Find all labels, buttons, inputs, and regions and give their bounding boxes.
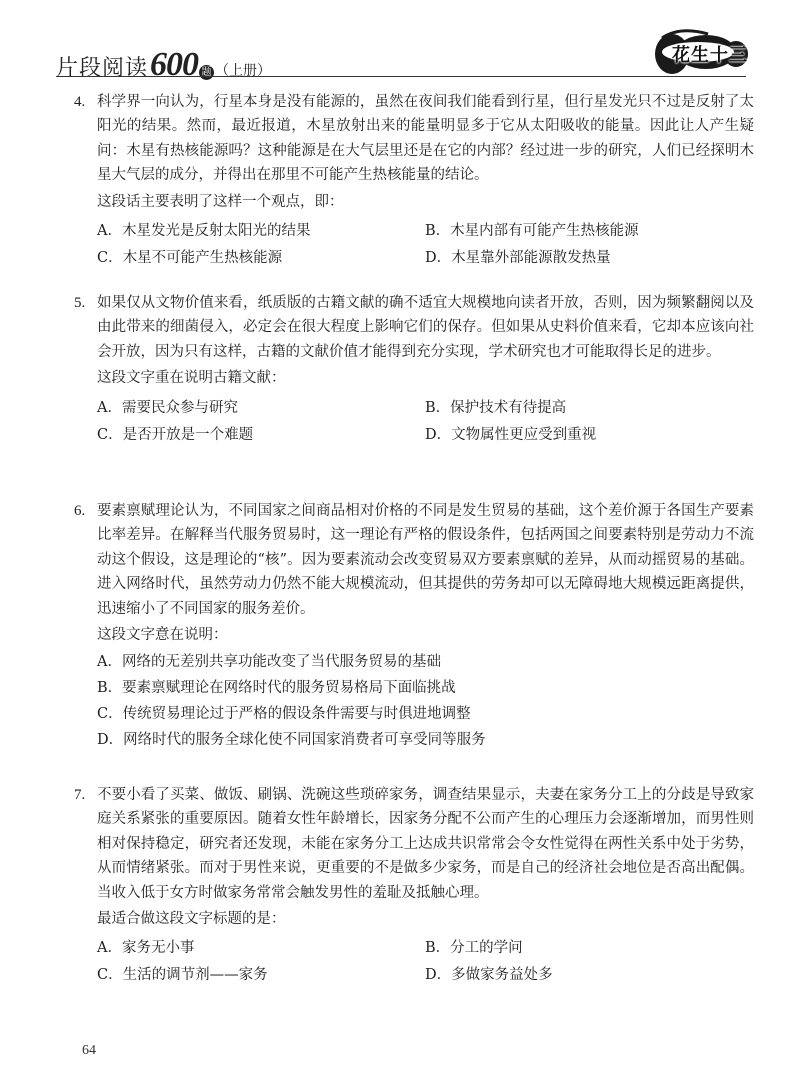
option-b: B．分工的学问 (425, 940, 523, 957)
option-a: A．需要民众参与研究 (97, 399, 238, 416)
option-d: D．网络时代的服务全球化使不同国家消费者可享受同等服务 (97, 732, 486, 749)
question-prompt: 这段文字意在说明： (97, 627, 228, 644)
question-text: 如果仅从文物价值来看，纸质版的古籍文献的确不适宜大规模地向读者开放，否则，因为频繁翻阅以及由此带来的细菌侵入，必定会在很大程度上影响它们的保存。但如果从史料价值来看，它却本应该向社会开放，因为只有这样，古籍的文献价值才能得到充分实现，学术研究也才可能取得长足的进步。 (97, 295, 754, 360)
question-prompt: 最适合做这段文字标题的是： (97, 911, 286, 928)
option-d: D．文物属性更应受到重视 (425, 426, 597, 443)
option-a: A．家务无小事 (97, 940, 195, 957)
book-title (56, 46, 271, 84)
question-stem (74, 90, 754, 188)
options (74, 650, 754, 752)
header-rule (56, 76, 746, 77)
logo-text: 花生十三 (672, 45, 748, 66)
question-stem (74, 291, 754, 364)
option-d: D．木星靠外部能源散发热量 (425, 250, 611, 267)
question-number: 7. (74, 787, 86, 803)
options (74, 219, 754, 270)
option-b: B．木星内部有可能产生热核能源 (425, 223, 639, 240)
option-b: B．保护技术有待提高 (425, 399, 567, 416)
question-prompt: 这段话主要表明了这样一个观点，即： (97, 193, 344, 210)
question-text: 要素禀赋理论认为，不同国家之间商品相对价格的不同是发生贸易的基础，这个差价源于各国生产要素比率差异。在解释当代服务贸易时，这一理论有严格的假设条件，包括两国之间要素特别是劳动力不流动这个假设，这是理论的“核”。因为要素流动会改变贸易双方要素禀赋的差异，从而动摇贸易的基础。进入网络时代，虽然劳动力仍然不能大规模流动，但其提供的劳务却可以无障碍地大规模远距离提供，迅速缩小了不同国家的服务差价。 (97, 503, 754, 617)
question-number: 6. (74, 503, 86, 519)
question-text: 不要小看了买菜、做饭、刷锅、洗碗这些琐碎家务，调查结果显示，夫妻在家务分工上的分歧是导致家庭关系紧张的重要原因。随着女性年龄增长，因家务分配不公而产生的心理压力会逐渐增加，而男性则相对保持稳定，研究者还发现，未能在家务分工上达成共识常常会令女性觉得在两性关系中处于劣势，从而情绪紧张。而对于男性来说，更重要的不是做多少家务，而是自己的经济社会地位是否高出配偶。当收入低于女方时做家务常常会触发男性的羞耻及抵触心理。 (97, 787, 754, 901)
question-stem (74, 499, 754, 621)
option-a: A．网络的无差别共享功能改变了当代服务贸易的基础 (97, 654, 441, 671)
page-header (0, 0, 800, 82)
options (74, 396, 754, 447)
question-number: 4. (74, 94, 86, 110)
option-a: A．木星发光是反射太阳光的结果 (97, 223, 311, 240)
book-title-text: 片段阅读 (56, 56, 149, 81)
option-c: C．是否开放是一个难题 (97, 426, 254, 443)
question-6 (74, 499, 754, 752)
book-volume: （上册） (215, 63, 272, 79)
options (74, 936, 754, 987)
question-stem (74, 783, 754, 905)
option-c: C．木星不可能产生热核能源 (97, 250, 283, 267)
question-number: 5. (74, 295, 86, 311)
question-text: 科学界一向认为，行星本身是没有能源的，虽然在夜间我们能看到行星，但行星发光只不过是反射了太阳光的结果。然而，最近报道，木星放射出来的能量明显多于它从太阳吸收的能量。因此让人产生疑问：木星有热核能源吗？这种能源是在大气层里还是在它的内部？经过进一步的研究，人们已经探明木星大气层的成分，并得出在那里不可能产生热核能量的结论。 (97, 94, 754, 184)
option-b: B．要素禀赋理论在网络时代的服务贸易格局下面临挑战 (97, 680, 456, 697)
question-5 (74, 291, 754, 447)
option-c: C．传统贸易理论过于严格的假设条件需要与时俱进地调整 (97, 706, 471, 723)
page-number: 64 (82, 1043, 96, 1058)
option-c: C．生活的调节剂——家务 (97, 967, 268, 984)
option-d: D．多做家务益处多 (425, 967, 553, 984)
question-prompt: 这段文字重在说明古籍文献： (97, 370, 286, 387)
book-title-unit: 题 (199, 65, 214, 80)
publisher-logo (650, 26, 750, 78)
question-7 (74, 783, 754, 987)
question-4 (74, 90, 754, 270)
book-title-number: 600 (150, 46, 199, 83)
